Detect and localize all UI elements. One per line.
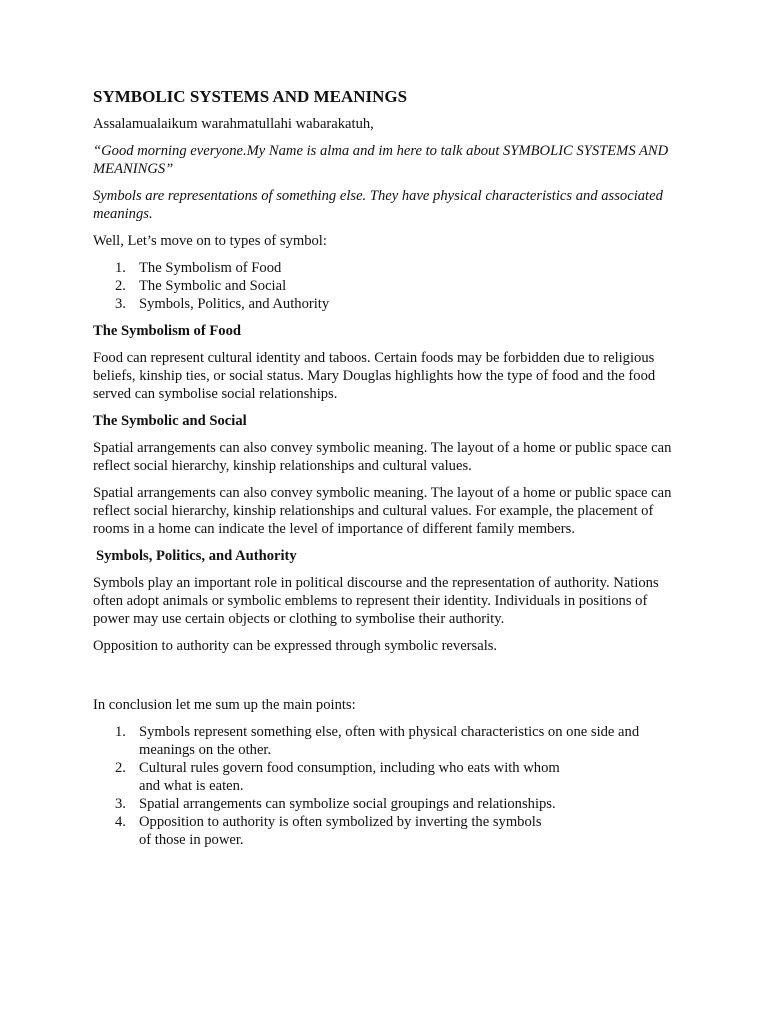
list-item-text: Opposition to authority is often symbolized by inverting the symbols (139, 814, 542, 830)
list-item-text: Spatial arrangements can symbolize social groupings and relationships. (139, 796, 556, 812)
conclusion-list (93, 723, 683, 849)
conclusion-intro: In conclusion let me sum up the main points: (93, 697, 356, 713)
list-item (93, 259, 683, 277)
section-heading-food: The Symbolism of Food (93, 323, 241, 339)
types-list (93, 259, 683, 313)
list-number: 3. (115, 796, 126, 812)
greeting: Assalamualaikum warahmatullahi wabarakatuh, (93, 116, 374, 132)
list-item-text: and what is eaten. (139, 778, 244, 794)
list-number: 4. (115, 814, 126, 830)
list-item-text: Symbols, Politics, and Authority (139, 296, 330, 312)
social-paragraph-1: Spatial arrangements can also convey symbolic meaning. The layout of a home or public space can reflect social hierarchy, kinship relationships and cultural values. (93, 440, 672, 474)
opening-quote: “Good morning everyone.My Name is alma and im here to talk about SYMBOLIC SYSTEMS AND MEANINGS” (93, 143, 669, 177)
definition-paragraph: Symbols are representations of something else. They have physical characteristics and associated meanings. (93, 188, 663, 222)
section-heading-social: The Symbolic and Social (93, 413, 247, 429)
list-number: 2. (115, 760, 126, 776)
list-item-text: The Symbolism of Food (139, 260, 282, 276)
spacer (93, 664, 683, 696)
authority-paragraph-1: Symbols play an important role in political discourse and the representation of authority. Nations often adopt animals or symbolic emblems to represent their identity. Individuals in positions of power may use certain objects or clothing to symbolise their authority. (93, 575, 659, 627)
list-item (93, 277, 683, 295)
list-item (93, 295, 683, 313)
list-item (93, 723, 683, 759)
transition-paragraph: Well, Let’s move on to types of symbol: (93, 233, 327, 249)
document-title: SYMBOLIC SYSTEMS AND MEANINGS (93, 87, 408, 106)
list-number: 1. (115, 260, 126, 276)
food-paragraph: Food can represent cultural identity and taboos. Certain foods may be forbidden due to religious beliefs, kinship ties, or social status. Mary Douglas highlights how the type of food and the food served can symbolise social relationships. (93, 350, 656, 402)
list-item (93, 795, 683, 813)
list-item-text: Symbols represent something else, often with physical characteristics on one side and meanings on the other. (139, 724, 640, 758)
list-number: 2. (115, 278, 126, 294)
list-item (93, 813, 683, 849)
list-number: 1. (115, 724, 126, 740)
social-paragraph-2: Spatial arrangements can also convey symbolic meaning. The layout of a home or public space can reflect social hierarchy, kinship relationships and cultural values. For example, the placement of rooms in a home can indicate the level of importance of different family members. (93, 485, 672, 537)
list-item-text: The Symbolic and Social (139, 278, 287, 294)
document-content (93, 87, 683, 858)
authority-paragraph-2: Opposition to authority can be expressed through symbolic reversals. (93, 638, 498, 654)
list-item (93, 759, 683, 795)
section-heading-authority: Symbols, Politics, and Authority (96, 548, 297, 564)
list-item-text: Cultural rules govern food consumption, including who eats with whom (139, 760, 560, 776)
list-item-text: of those in power. (139, 832, 244, 848)
list-number: 3. (115, 296, 126, 312)
